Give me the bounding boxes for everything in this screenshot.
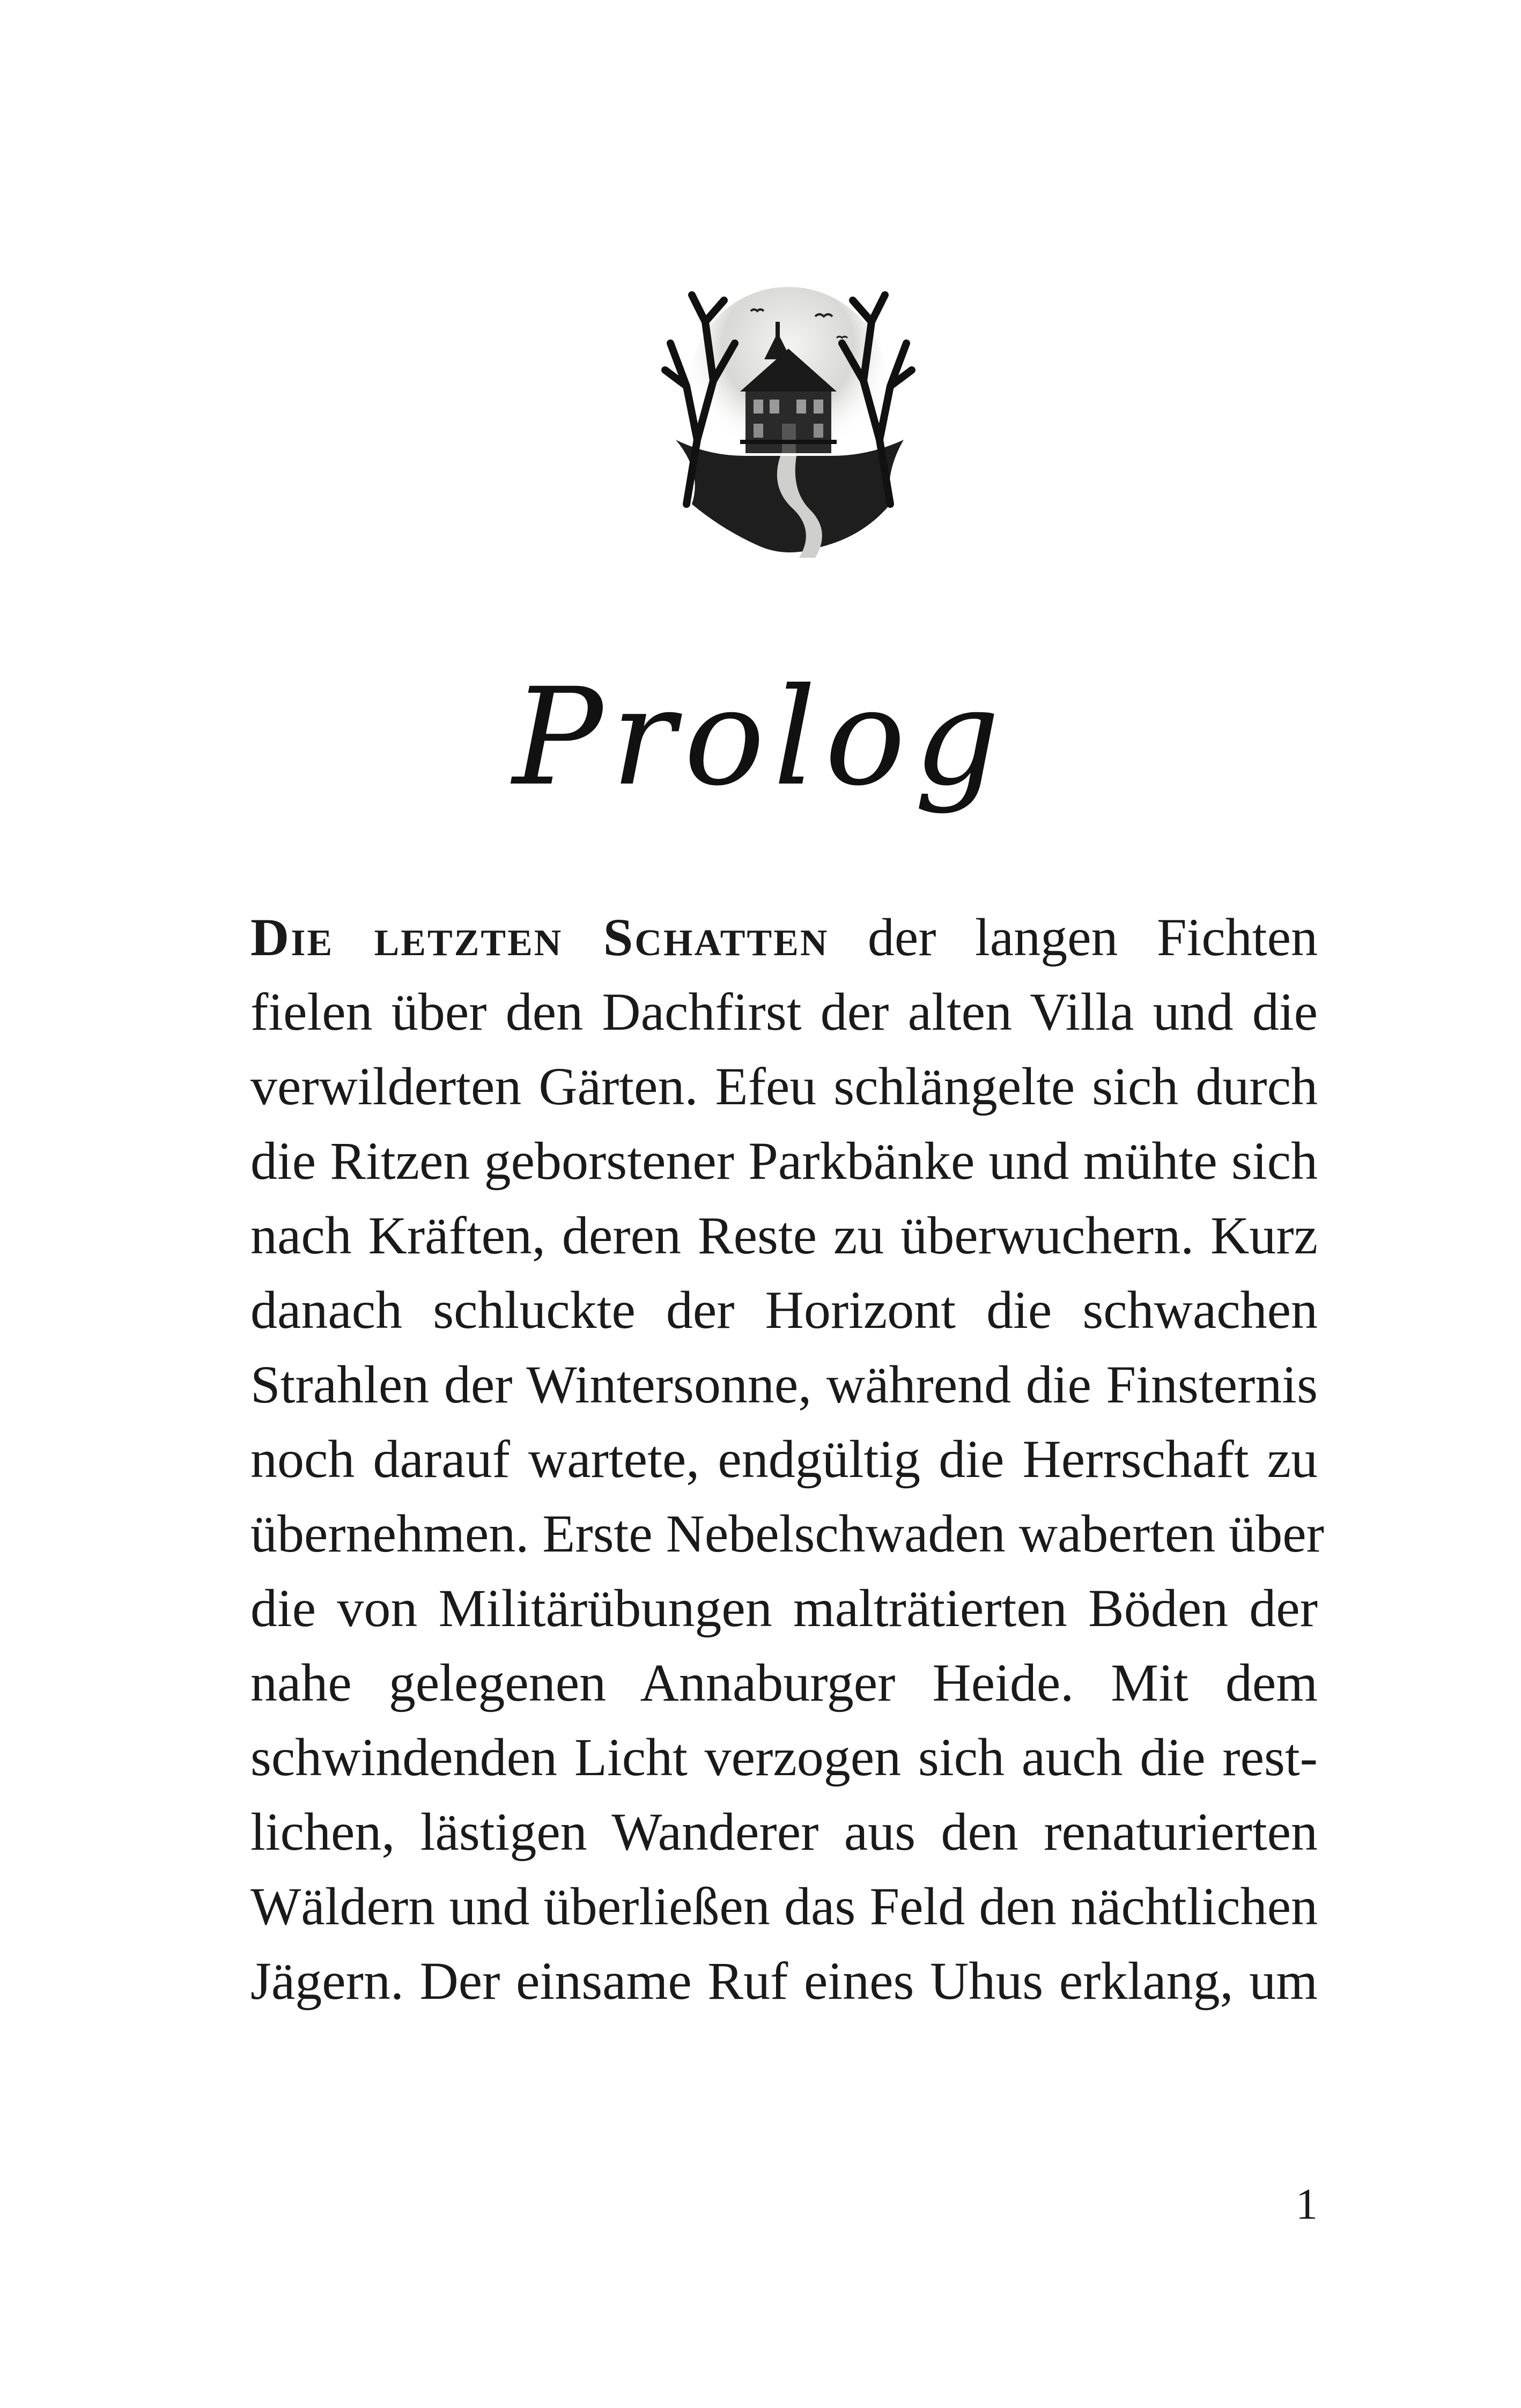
- text-line-11: nahe gelegenen Annaburger Heide. Mit dem: [250, 1653, 1318, 1712]
- text-line-13: lichen, lästigen Wanderer aus den renaturierten: [250, 1802, 1318, 1862]
- text-line-3: verwilderten Gärten. Efeu schlängelte sich durch: [250, 1057, 1318, 1116]
- text-line-5: nach Kräften, deren Reste zu überwuchern. Kurz: [250, 1206, 1318, 1265]
- chapter-title: Prolog: [512, 659, 1009, 815]
- text-line-10: die von Militärübungen malträtierten Böden der: [250, 1578, 1318, 1638]
- text-line-2: fielen über den Dachfirst der alten Villa und die: [250, 982, 1318, 1042]
- text-line-4: die Ritzen geborstener Parkbänke und mühte sich: [250, 1131, 1318, 1191]
- text-line-8: noch darauf wartete, endgültig die Herrschaft zu: [250, 1429, 1318, 1489]
- text-line-14: Wäldern und überließen das Feld den nächtlichen: [250, 1877, 1318, 1936]
- text-line-15: Jägern. Der einsame Ruf eines Uhus erklang, um: [250, 1951, 1318, 2011]
- text-line-12: schwindenden Licht verzogen sich auch die rest-: [250, 1727, 1318, 1787]
- lead-in: Die letzten Schatten: [250, 907, 829, 967]
- page-number: 1: [1296, 2180, 1318, 2228]
- haunted-house-icon: [654, 279, 922, 568]
- text-line-1: Die letzten Schatten der langen Fichten: [250, 907, 1318, 967]
- text-line-9: übernehmen. Erste Nebelschwaden waberten über: [250, 1504, 1324, 1563]
- body-text: [250, 900, 1324, 2018]
- text-line-6: danach schluckte der Horizont die schwachen: [250, 1280, 1318, 1340]
- text-line-7: Strahlen der Wintersonne, während die Finsternis: [250, 1355, 1318, 1414]
